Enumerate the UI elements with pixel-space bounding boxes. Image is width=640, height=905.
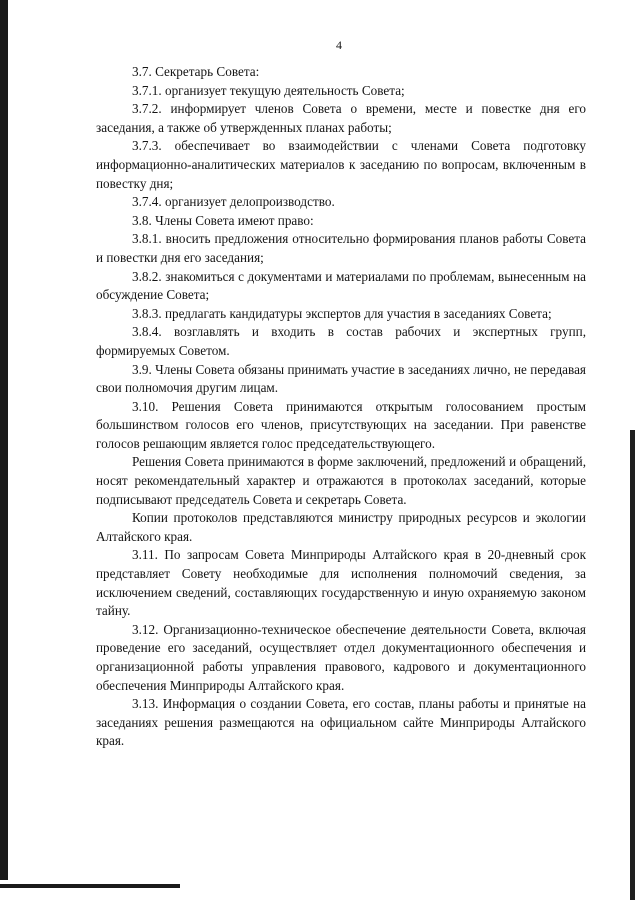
paragraph-3-7-1: 3.7.1. организует текущую деятельность Совета; xyxy=(132,82,405,98)
paragraph-3-11: 3.11. По запросам Совета Минприроды Алтайского края в 20-дневный срок представляет Совету необходимые для исполнения полномочий сведения, за исключением сведений, составляющих государственную и иную охраняемую законом тайну. xyxy=(96,547,586,619)
paragraph-protocol-copies: Копии протоколов представляются министру природных ресурсов и экологии Алтайского края. xyxy=(96,510,586,544)
paragraph-3-8: 3.8. Члены Совета имеют право: xyxy=(132,212,314,228)
paragraph-3-12: 3.12. Организационно-техническое обеспечение деятельности Совета, включая проведение его заседаний, осуществляет отдел документационного обеспечения и организационной работы управления правового, кадрового и документационного обеспечения Минприроды Алтайского края. xyxy=(96,621,586,693)
scan-right-border xyxy=(630,430,635,900)
paragraph-3-8-4: 3.8.4. возглавлять и входить в состав рабочих и экспертных групп, формируемых Советом. xyxy=(96,324,586,358)
paragraph-3-7: 3.7. Секретарь Совета: xyxy=(132,64,260,79)
paragraph-3-9: 3.9. Члены Совета обязаны принимать участие в заседаниях лично, не передавая свои полномочия другим лицам. xyxy=(96,361,586,396)
paragraph-3-7-4: 3.7.4. организует делопроизводство. xyxy=(132,194,335,210)
paragraph-decisions: Решения Совета принимаются в форме заключений, предложений и обращений, носят рекомендательный характер и отражаются в протоколах заседаний, которые подписывают председатель Совета и секретарь Совета. xyxy=(96,454,586,507)
paragraph-3-7-3: 3.7.3. обеспечивает во взаимодействии с членами Совета подготовку информационно-аналитических материалов к заседанию по вопросам, включенным в повестку дня; xyxy=(96,138,586,191)
paragraph-3-8-2: 3.8.2. знакомиться с документами и материалами по проблемам, вынесенным на обсуждение Совета; xyxy=(96,268,586,303)
scan-left-border xyxy=(0,0,8,880)
paragraph-3-8-1: 3.8.1. вносить предложения относительно формирования планов работы Совета и повестки дня его заседания; xyxy=(96,231,586,265)
document-body xyxy=(96,63,586,751)
page-number: 4 xyxy=(336,38,342,52)
paragraph-3-7-2: 3.7.2. информирует членов Совета о времени, месте и повестке дня его заседания, а также об утвержденных планах работы; xyxy=(96,101,586,135)
paragraph-3-8-3: 3.8.3. предлагать кандидатуры экспертов для участия в заседаниях Совета; xyxy=(132,305,552,321)
paragraph-3-13: 3.13. Информация о создании Совета, его состав, планы работы и принятые на заседаниях решения размещаются на официальном сайте Минприроды Алтайского края. xyxy=(96,696,586,749)
scan-bottom-rule xyxy=(0,884,180,888)
paragraph-3-10: 3.10. Решения Совета принимаются открытым голосованием простым большинством голосов его членов, присутствующих на заседании. При равенстве голосов решающим является голос председательствующего. xyxy=(96,398,586,451)
